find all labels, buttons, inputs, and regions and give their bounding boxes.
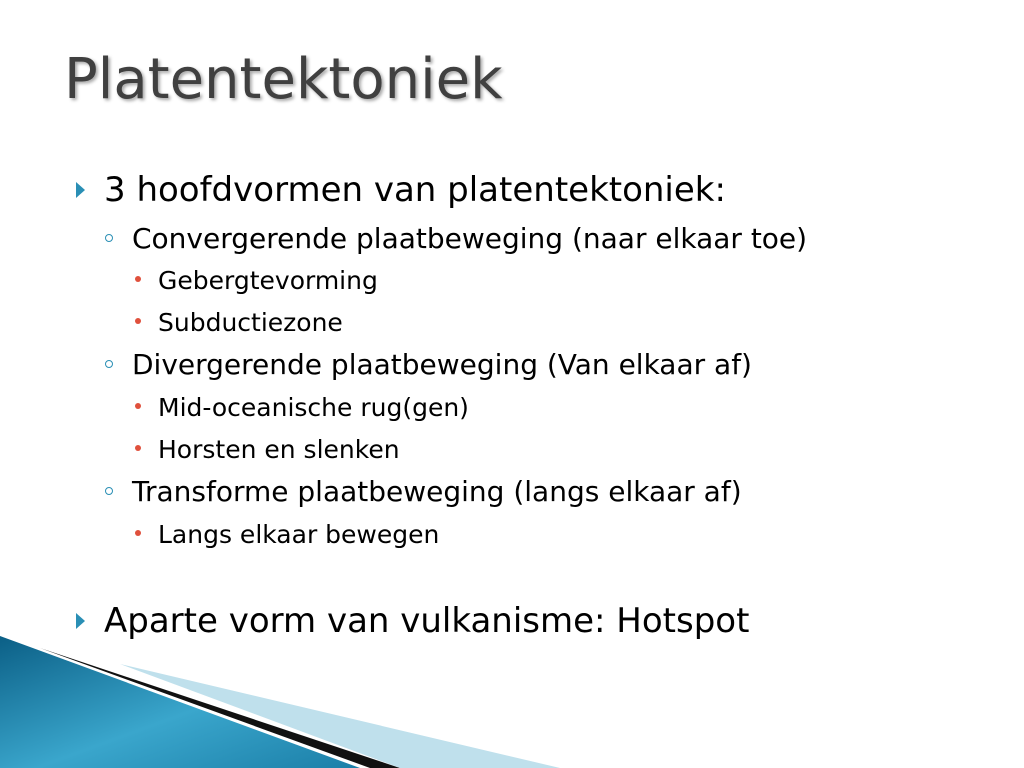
bullet-text: Gebergtevorming xyxy=(158,266,378,295)
decorative-corner-swoosh xyxy=(0,628,1024,768)
blue-swoosh-shape xyxy=(0,636,360,768)
triangle-bullet-icon xyxy=(76,182,85,198)
bullet-text: 3 hoofdvormen van platentektoniek: xyxy=(104,170,726,210)
ring-bullet-icon xyxy=(105,234,113,242)
bullet-item-level3 xyxy=(158,437,400,462)
ring-bullet-icon xyxy=(105,487,113,495)
bullet-item-level3 xyxy=(158,268,378,293)
bullet-text: Aparte vorm van vulkanisme: Hotspot xyxy=(104,601,750,641)
dot-bullet-icon xyxy=(135,445,141,451)
bullet-text: Divergerende plaatbeweging (Van elkaar af) xyxy=(132,348,752,381)
bullet-text: Mid-oceanische rug(gen) xyxy=(158,393,469,422)
bullet-item-level3 xyxy=(158,310,343,335)
bullet-text: Langs elkaar bewegen xyxy=(158,520,440,549)
bullet-text: Convergerende plaatbeweging (naar elkaar toe) xyxy=(132,222,808,255)
bullet-item-level1 xyxy=(104,170,726,210)
bullet-text: Subductiezone xyxy=(158,308,343,337)
dot-bullet-icon xyxy=(135,403,141,409)
bullet-item-level2 xyxy=(132,348,752,381)
bullet-text: Horsten en slenken xyxy=(158,435,400,464)
triangle-bullet-icon xyxy=(76,613,85,629)
dot-bullet-icon xyxy=(135,276,141,282)
bullet-item-level3 xyxy=(158,522,439,547)
bullet-text: Transforme plaatbeweging (langs elkaar af) xyxy=(132,475,742,508)
dot-bullet-icon xyxy=(135,318,141,324)
bullet-item-level3 xyxy=(158,395,469,420)
bullet-item-level2 xyxy=(132,475,742,508)
ring-bullet-icon xyxy=(105,360,113,368)
bullet-item-level2 xyxy=(132,222,808,255)
slide-title: Platentektoniek xyxy=(64,47,503,112)
dot-bullet-icon xyxy=(135,530,141,536)
